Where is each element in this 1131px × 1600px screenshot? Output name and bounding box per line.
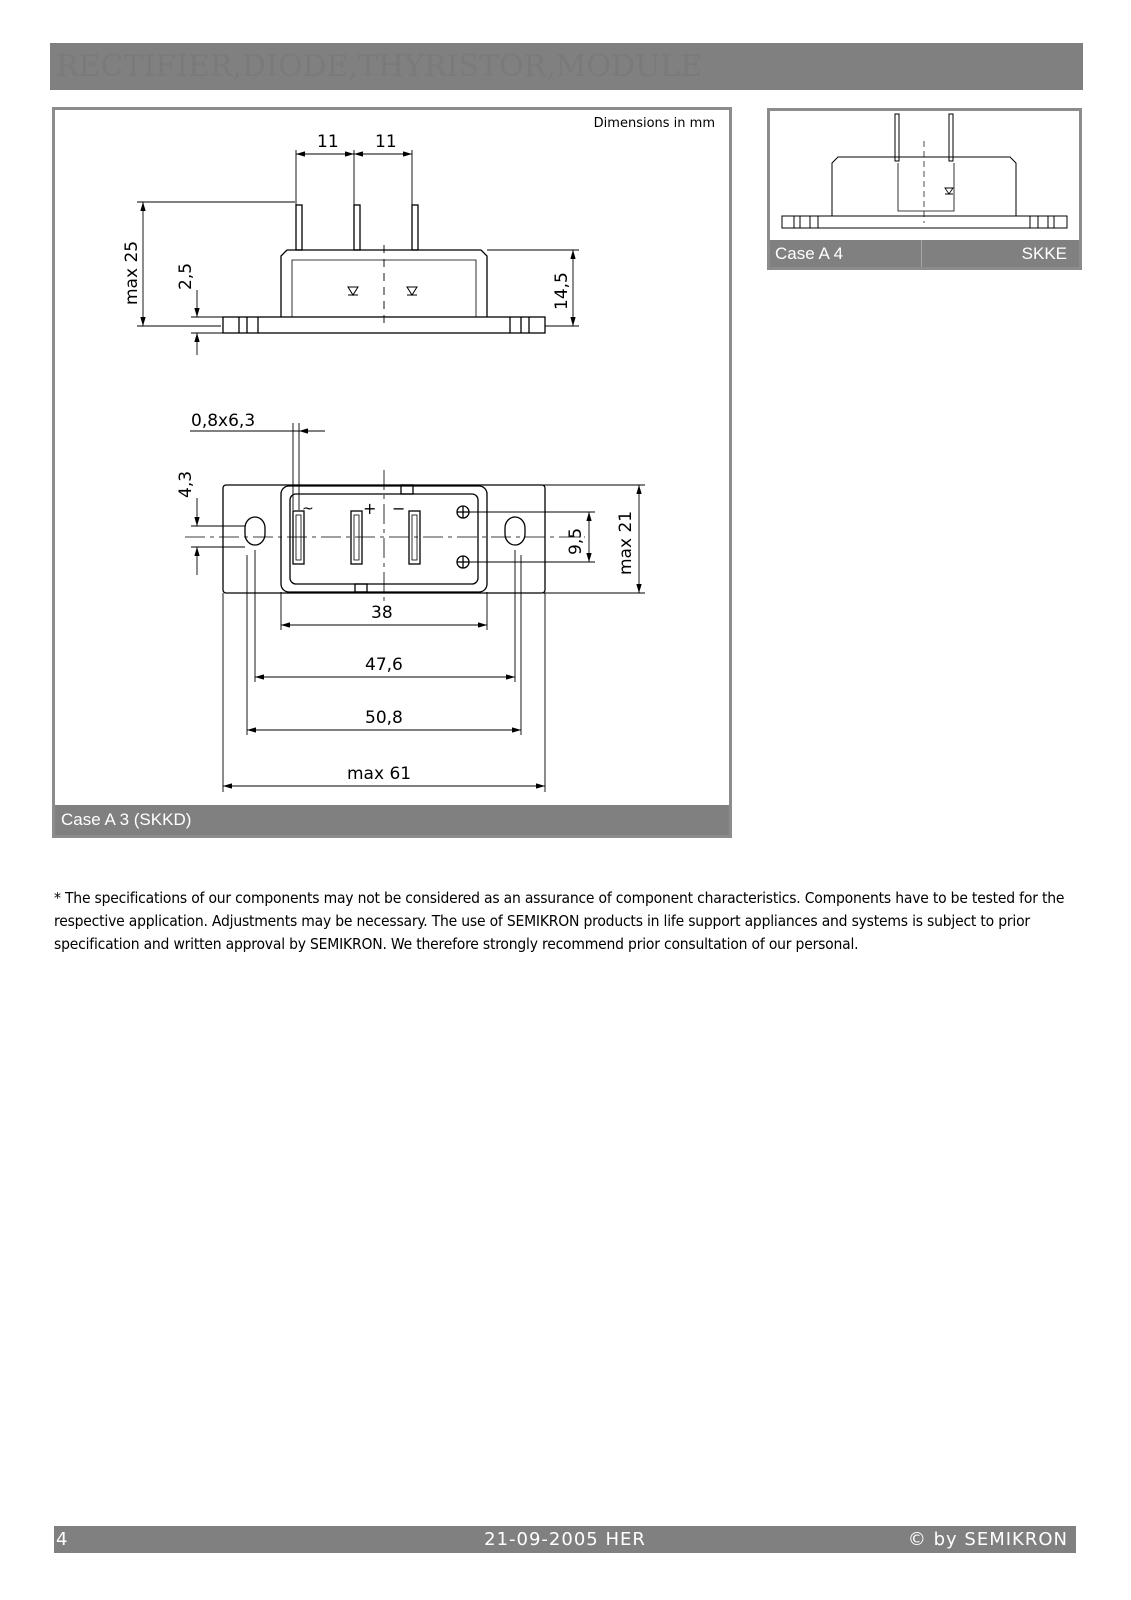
terminal-2 bbox=[351, 511, 362, 564]
dim-47-6: 47,6 bbox=[365, 655, 403, 675]
case-a3-drawing bbox=[55, 110, 729, 805]
case-a4-panel bbox=[767, 108, 1082, 270]
dim-4-3: 4,3 bbox=[176, 470, 196, 498]
footer-page-number: 4 bbox=[56, 1529, 68, 1550]
side-pin-2 bbox=[354, 205, 360, 250]
dim-max-61: max 61 bbox=[347, 764, 412, 784]
dim-2-5: 2,5 bbox=[176, 262, 196, 290]
dim-11-left: 11 bbox=[317, 132, 339, 152]
dim-50-8: 50,8 bbox=[365, 708, 403, 728]
a4-base-plate bbox=[782, 216, 1067, 228]
side-pin-1 bbox=[296, 205, 302, 250]
dim-38: 38 bbox=[371, 603, 393, 623]
dimensions-note: Dimensions in mm bbox=[593, 116, 715, 131]
dim-9-5: 9,5 bbox=[566, 527, 586, 555]
case-a4-caption-right: SKKE bbox=[921, 240, 1080, 267]
side-pin-3 bbox=[412, 205, 418, 250]
case-a3-panel bbox=[52, 107, 732, 838]
footer-date: 21-09-2005 HER bbox=[484, 1529, 646, 1550]
footer-copyright: © by SEMIKRON bbox=[907, 1529, 1068, 1550]
dim-11-right: 11 bbox=[375, 132, 397, 152]
footer-bar bbox=[54, 1526, 1076, 1553]
terminal-label-minus: − bbox=[392, 499, 406, 518]
terminal-label-plus: + bbox=[363, 499, 377, 518]
terminal-1 bbox=[293, 511, 304, 564]
a4-pin-1 bbox=[895, 114, 899, 161]
a4-pin-2 bbox=[949, 114, 953, 161]
case-a3-caption bbox=[55, 805, 729, 835]
terminal-3 bbox=[409, 511, 420, 564]
terminal-label-tilde: ~ bbox=[302, 501, 314, 517]
case-a3-caption-text: Case A 3 (SKKD) bbox=[61, 810, 192, 829]
left-mount-hole bbox=[245, 517, 265, 545]
dim-14-5: 14,5 bbox=[552, 272, 572, 310]
disclaimer-text: * The specifications of our components may not be considered as an assurance of component characteristics. Components have to be tested for the respective application. Adjustments may be necessary. The use of SEMIKRON products in life support appliances and systems is subject to prior specification and written approval by SEMIKRON. We therefore strongly recommend prior consultation of our personal. bbox=[54, 889, 1065, 953]
dim-max-25: max 25 bbox=[122, 240, 142, 305]
header-title: RECTIFIER,DIODE,THYRISTOR,MODULE bbox=[56, 49, 703, 84]
case-a4-caption-left: Case A 4 bbox=[775, 244, 844, 263]
dim-max-21: max 21 bbox=[616, 510, 636, 575]
case-a4-caption bbox=[770, 240, 1079, 267]
case-a4-drawing bbox=[770, 111, 1079, 240]
dim-0-8x6-3: 0,8x6,3 bbox=[191, 411, 256, 431]
right-mount-hole bbox=[505, 517, 525, 545]
header-bar bbox=[50, 43, 1083, 90]
